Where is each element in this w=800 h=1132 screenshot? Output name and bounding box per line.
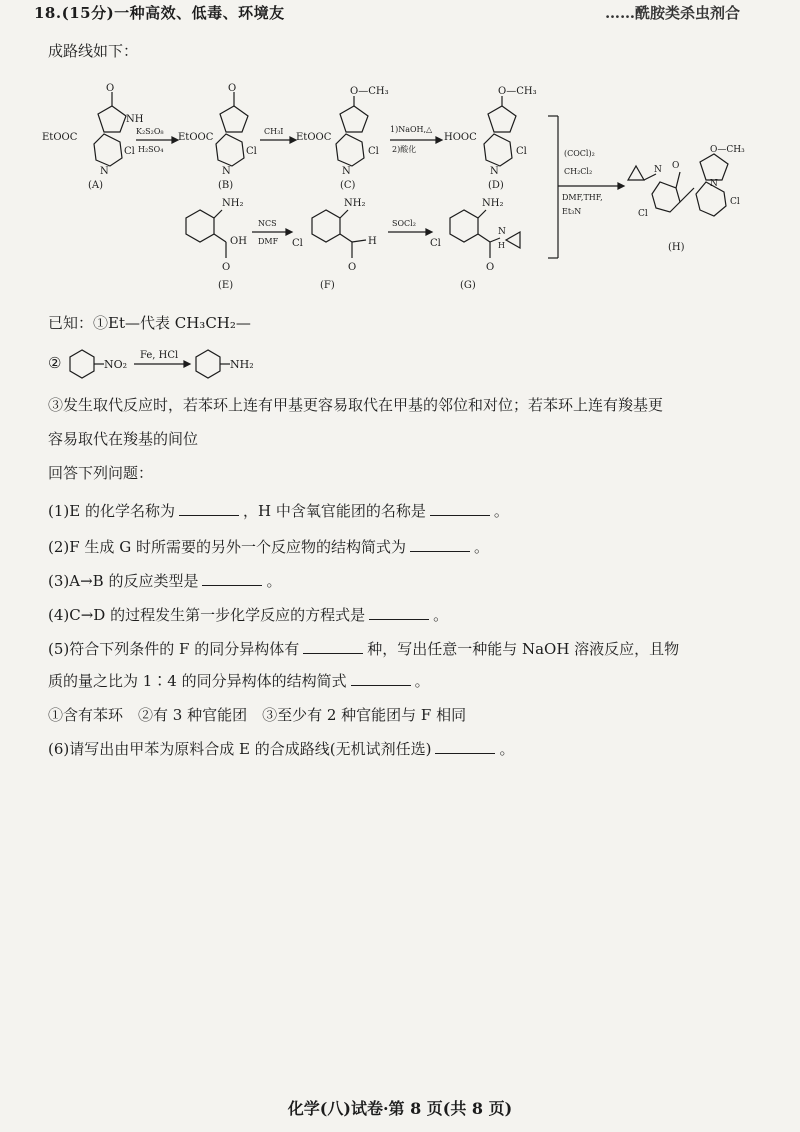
d-ome: O—CH₃ [498,86,537,97]
q3-blank[interactable] [202,571,262,586]
f-o: O [348,262,357,273]
q2-blank[interactable] [410,537,470,552]
compound-h [628,145,745,253]
h-label: (H) [668,242,685,253]
r5-top: SOCl₂ [392,219,416,228]
k2-nh2: NH₂ [230,358,254,371]
b-cl: Cl [246,146,257,157]
questions-lead: 回答下列问题： [48,464,154,482]
k2-no2: NO₂ [104,358,128,371]
g-nh2: NH₂ [482,198,504,209]
q5-text-a: (5)符合下列条件的 F 的同分异构体有 [48,640,300,658]
q4-text-a: (4)C→D 的过程发生第一步化学反应的方程式是 [48,606,366,624]
c-n: N [342,166,351,177]
g-label: (G) [460,280,476,291]
b-n: N [222,166,231,177]
r6-d: Et₃N [562,207,582,216]
q5-text-b: 种，写出任意一种能与 NaOH 溶液反应，且物 [367,640,680,658]
synthesis-scheme [40,82,780,312]
g-n: N [498,227,506,237]
question-header: 18.(15分)一种高效、低毒、环境友 [34,4,285,22]
q5-blank-2[interactable] [351,671,411,686]
compound-d [444,86,537,191]
r4-top: NCS [258,219,277,228]
q1-text-b: ，H 中含氧官能团的名称是 [242,502,426,520]
q1-blank-2[interactable] [430,501,490,516]
r4-bottom: DMF [258,237,279,246]
r2-top: CH₃I [264,127,284,136]
question-5-line2 [48,670,430,691]
d-label: (D) [488,180,504,191]
q6-blank[interactable] [435,739,495,754]
known-3-line2: 容易取代在羧基的间位 [48,430,199,448]
f-label: (F) [320,280,335,291]
q5-blank-1[interactable] [303,639,363,654]
benzene-ring-nitro [70,350,94,378]
f-nh2: NH₂ [344,198,366,209]
intro-text: 成路线如下： [48,42,139,60]
r3-top: 1)NaOH,△ [390,125,433,134]
benzene-ring-amine [196,350,220,378]
r1-bottom: H₂SO₄ [138,145,164,154]
g-cl: Cl [430,238,441,249]
q2-text-b: 。 [473,538,489,556]
question-3 [48,570,281,591]
r3-bottom: 2)酸化 [392,145,417,154]
q1-text-a: (1)E 的化学名称为 [48,502,175,520]
b-o: O [228,83,237,94]
q4-blank[interactable] [369,605,429,620]
k2-number: ② [48,354,62,372]
q5-text-d: 。 [414,672,430,690]
q3-text-a: (3)A→B 的反应类型是 [48,572,199,590]
question-1 [48,500,509,521]
question-6 [48,738,514,759]
q2-text-a: (2)F 生成 G 时所需要的另外一个反应物的结构简式为 [48,538,406,556]
f-cl: Cl [292,238,303,249]
h-o: O [672,161,680,171]
h-cl1: Cl [638,209,648,219]
r1-top: K₂S₂O₈ [136,127,164,136]
g-h: H [498,241,505,250]
a-cl: Cl [124,146,135,157]
question-header-right: ……酰胺类杀虫剂合 [604,4,740,22]
known-reaction-2 [48,342,388,382]
e-oh: OH [230,236,247,247]
h-nh: N [654,165,662,175]
r6-c: DMF,THF, [562,193,603,202]
known-info-title: 已知：①Et—代表 CH₃CH₂— [48,314,251,332]
question-5-line1 [48,638,679,659]
f-h: H [368,236,377,247]
question-4 [48,604,448,625]
c-label: (C) [340,180,356,191]
c-ome: O—CH₃ [350,86,389,97]
question-5-conditions: ①含有苯环 ②有 3 种官能团 ③至少有 2 种官能团与 F 相同 [48,706,467,724]
b-ester: EtOOC [178,132,214,143]
q3-text-b: 。 [266,572,282,590]
c-cl: Cl [368,146,379,157]
compound-e [186,198,247,291]
k2-reagent: Fe, HCl [140,350,179,361]
q6-text-b: 。 [499,740,515,758]
compound-a [42,83,144,191]
d-cl: Cl [516,146,527,157]
e-o: O [222,262,231,273]
q4-text-b: 。 [433,606,449,624]
compound-b [178,83,257,191]
q6-text-a: (6)请写出由甲苯为原料合成 E 的合成路线(无机试剂任选) [48,740,432,758]
compound-g [430,198,520,291]
a-o: O [106,83,115,94]
g-o: O [486,262,495,273]
h-ome: O—CH₃ [710,145,745,155]
q1-text-c: 。 [493,502,509,520]
a-ester: EtOOC [42,132,78,143]
compound-c [296,86,389,191]
h-n: N [710,179,718,189]
r6-a: (COCl)₂ [564,149,595,158]
d-acid: HOOC [444,132,477,143]
c-ester: EtOOC [296,132,332,143]
a-label: (A) [88,180,104,191]
a-nh: NH [126,114,144,125]
q1-blank-1[interactable] [179,501,239,516]
compound-f [292,198,377,291]
a-n: N [100,166,109,177]
b-label: (B) [218,180,234,191]
page-footer: 化学(八)试卷·第 8 页(共 8 页) [287,1099,513,1118]
d-n: N [490,166,499,177]
r6-b: CH₂Cl₂ [564,167,593,176]
e-label: (E) [218,280,234,291]
e-nh2: NH₂ [222,198,244,209]
h-cl2: Cl [730,197,740,207]
question-2 [48,536,489,557]
q5-text-c: 质的量之比为 1∶4 的同分异构体的结构简式 [48,672,347,690]
known-3-line1: ③发生取代反应时，若苯环上连有甲基更容易取代在甲基的邻位和对位；若苯环上连有羧基更 [48,396,664,414]
